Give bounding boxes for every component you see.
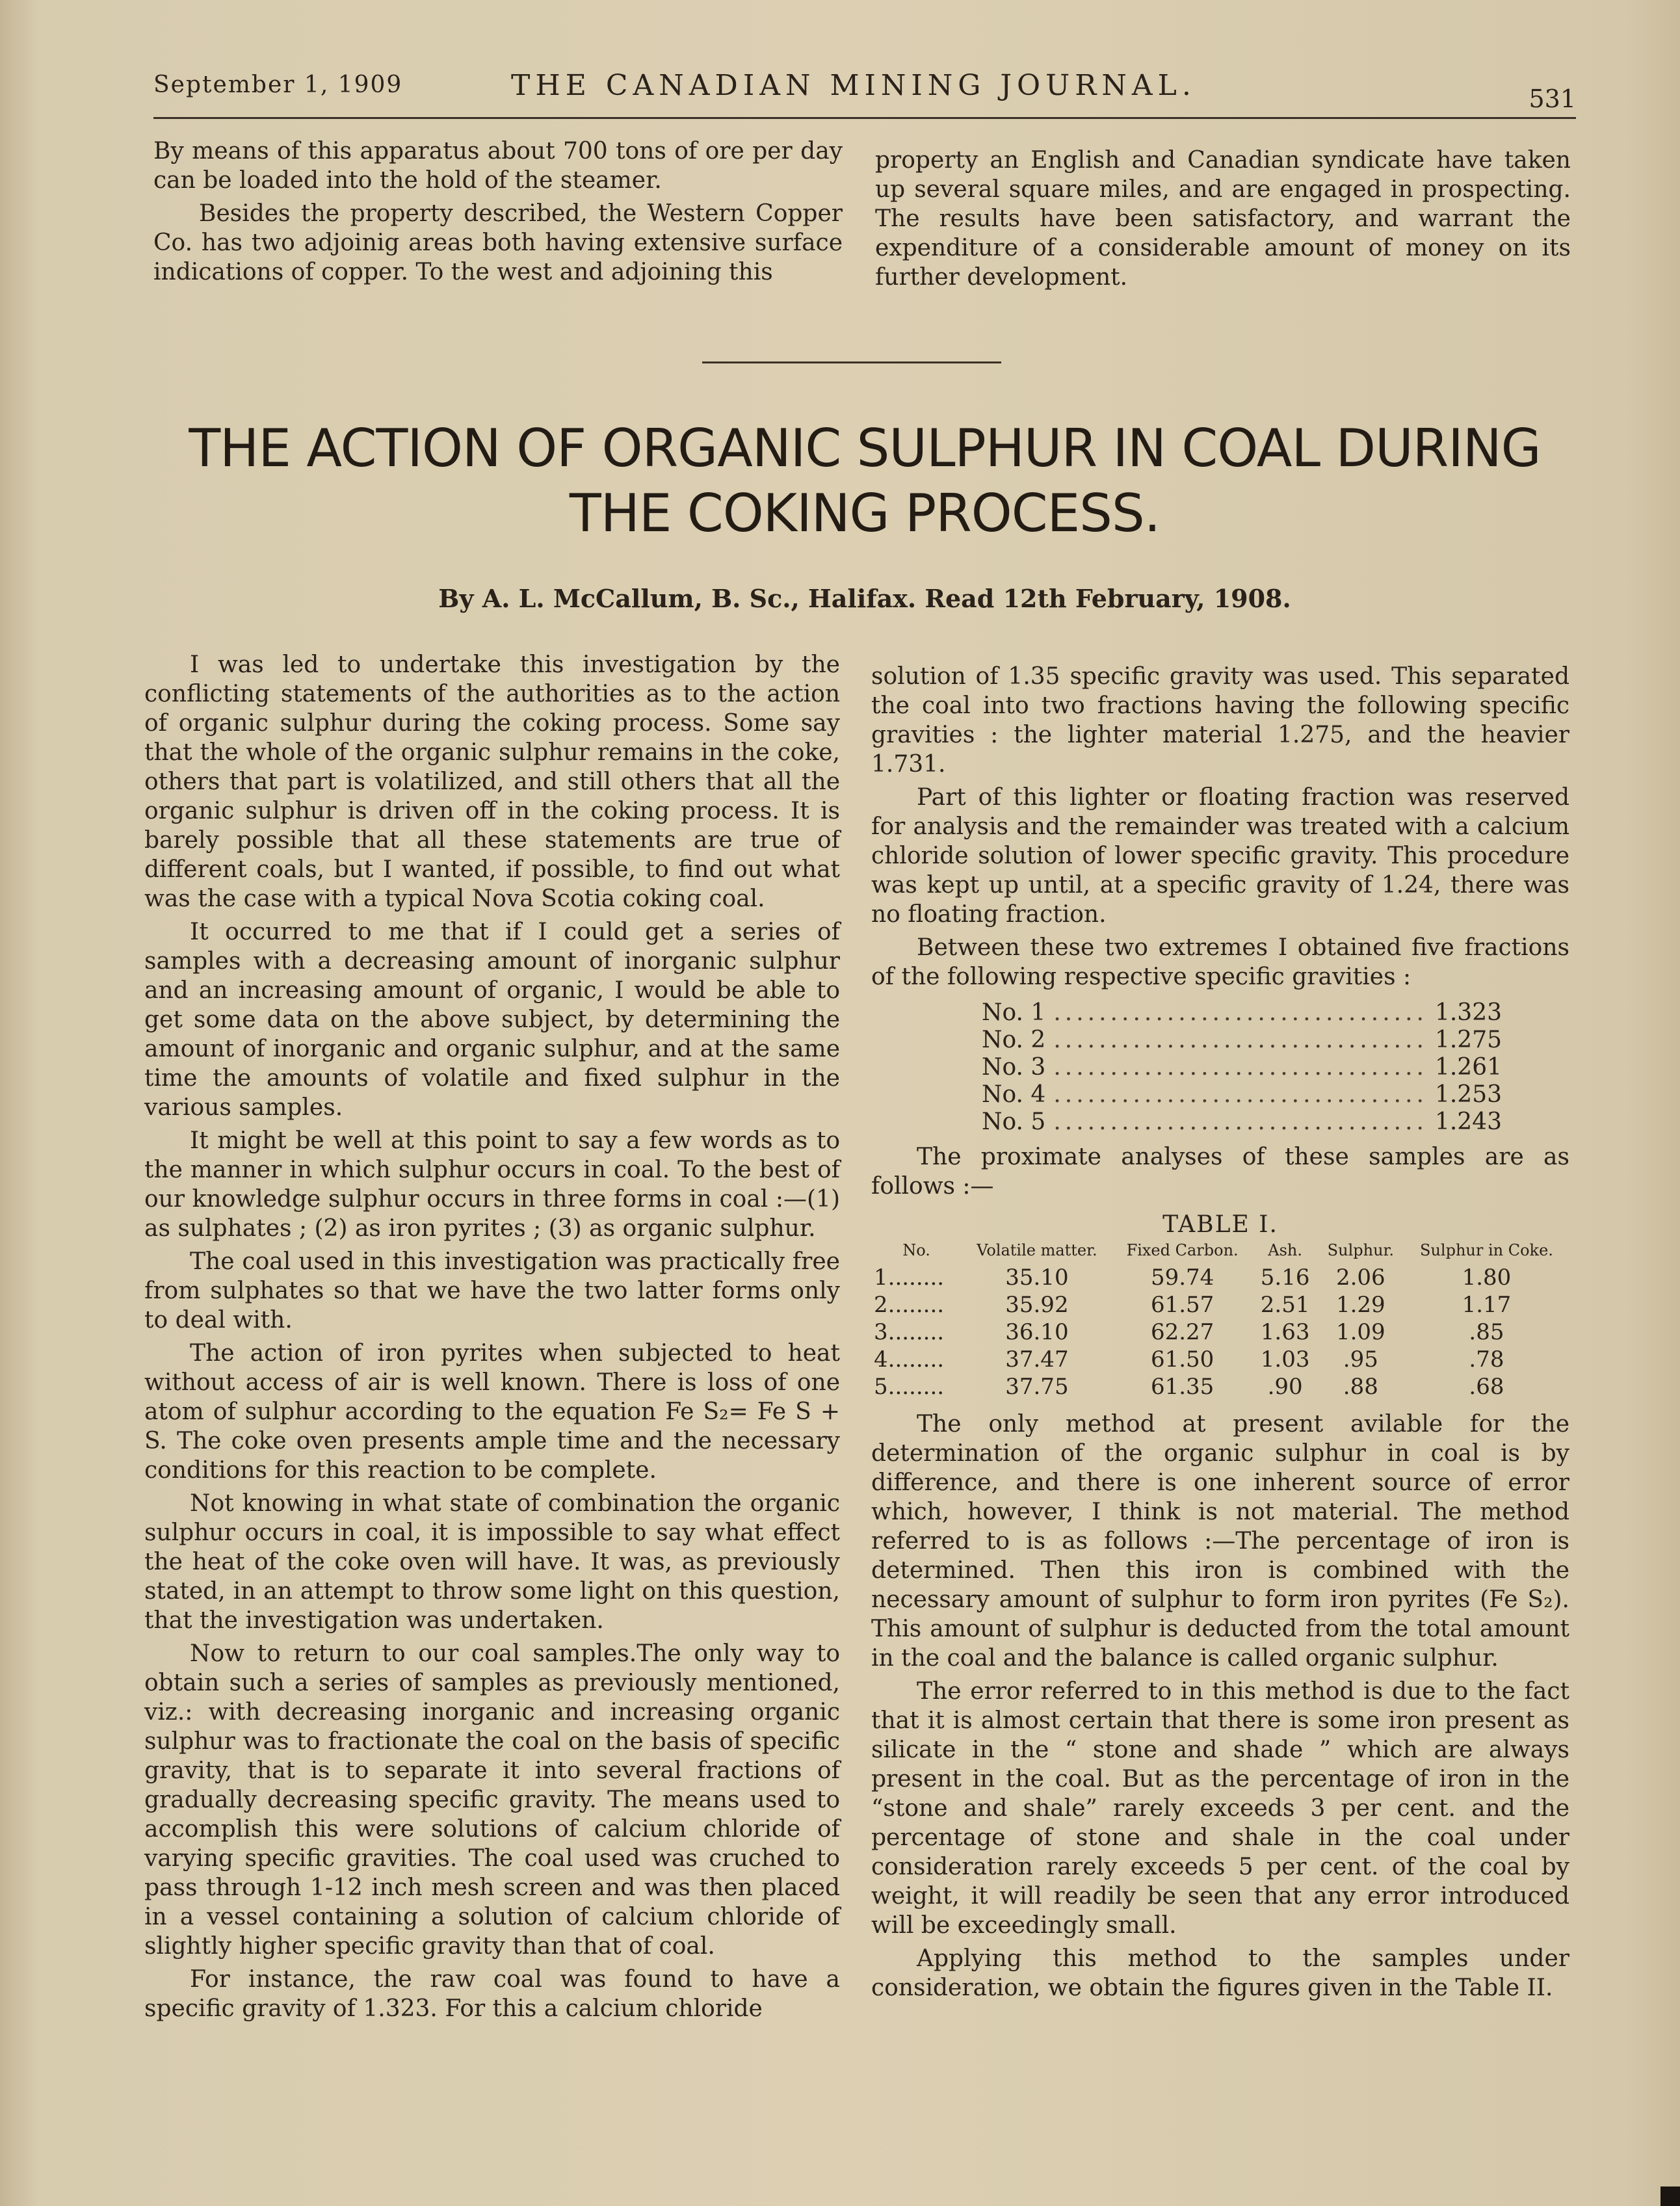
column-header: No. xyxy=(902,1241,930,1259)
analysis-table xyxy=(871,1242,1569,1400)
page-number: 531 xyxy=(1529,85,1576,113)
paragraph: For instance, the raw coal was found to have a specific gravity of 1.323. For this a calcium chloride xyxy=(144,1966,840,2022)
paragraph: Now to return to our coal samples.The only way to obtain such a series of samples as previously mentioned, viz.: with decreasing inorganic and increasing organic sulphur was to fractionate the coal on the basis of specific gravity, that is to separate it into several fractions of gradually decreasing specific gravity. The means used to accomplish this were solutions of calcium chloride of varying specific gravities. The coal used was cruched to pass through 1-12 inch mesh screen and was then placed in a vessel containing a solution of calcium chloride of slightly higher specific gravity than that of coal. xyxy=(144,1640,840,1960)
issue-date: September 1, 1909 xyxy=(153,72,403,98)
article-byline: By A. L. McCallum, B. Sc., Halifax. Read 12th February, 1908. xyxy=(438,584,1291,613)
table-row: 2........ 35.92 61.57 2.51 1.29 1.17 xyxy=(874,1292,1512,1318)
article-title-line-2: THE COKING PROCESS. xyxy=(569,483,1161,544)
table-row: 5........ 37.75 61.35 .90 .88 .68 xyxy=(874,1374,1504,1400)
paragraph: Not knowing in what state of combination the organic sulphur occurs in coal, it is impossible to say what effect the heat of the coke oven will have. It was, as previously stated, in an attempt to throw some light on this question, that the investigation was undertaken. xyxy=(144,1490,840,1634)
table-row: 4........ 37.47 61.50 1.03 .95 .78 xyxy=(874,1346,1504,1372)
previous-article-left-column xyxy=(153,137,843,291)
journal-title: THE CANADIAN MINING JOURNAL. xyxy=(511,69,1196,102)
article-title-line-1: THE ACTION OF ORGANIC SULPHUR IN COAL DURING xyxy=(189,418,1541,479)
paragraph: The error referred to in this method is due to the fact that it is almost certain that there is some iron present as silicate in the “ stone and shade ” which are always present in the coal. But as the percentage of iron in the “stone and shale” rarely exceeds 3 per cent. and the percentage of stone and shale in the coal under consideration rarely exceeds 5 per cent. of the coal by weight, it will readily be seen that any error introduced will be exceedingly small. xyxy=(871,1678,1569,1939)
article-left-column xyxy=(144,650,840,2027)
scan-corner xyxy=(1660,2186,1680,2206)
list-item: No. 2 ..... 1.275 xyxy=(982,1027,1502,1054)
article-title xyxy=(153,416,1576,546)
paragraph: By means of this apparatus about 700 tons of ore per day can be loaded into the hold of the steamer. xyxy=(153,138,843,194)
paragraph: The action of iron pyrites when subjected to heat without access of air is well known. There is loss of one atom of sulphur according to the equation Fe S₂= Fe S + S. The coke oven presents ample time and the necessary conditions for this reaction to be complete. xyxy=(144,1340,840,1484)
table-row: 3........ 36.10 62.27 1.63 1.09 .85 xyxy=(874,1319,1504,1345)
paragraph: Besides the property described, the Western Copper Co. has two adjoinig areas both having extensive surface indications of copper. To the west and adjoining this xyxy=(153,200,843,285)
list-item: No. 1 ..... 1.323 xyxy=(982,999,1502,1027)
list-item: No. 4 ..... 1.253 xyxy=(982,1081,1502,1109)
article-right-column xyxy=(871,662,1569,2006)
paragraph: It might be well at this point to say a few words as to the manner in which sulphur occurs in coal. To the best of our knowledge sulphur occurs in three forms in coal :—(1) as sulphates ; (2) as iron pyrites ; (3) as organic sulphur. xyxy=(144,1127,840,1242)
paragraph: The proximate analyses of these samples are as follows :— xyxy=(871,1144,1569,1200)
paragraph: Between these two extremes I obtained five fractions of the following respective specific gravities : xyxy=(871,934,1569,990)
paragraph: It occurred to me that if I could get a series of samples with a decreasing amount of inorganic sulphur and an increasing amount of organic, I would be able to get some data on the above subject, by determining the amount of inorganic and organic sulphur, and at the same time the amounts of volatile and fixed sulphur in the various samples. xyxy=(144,919,840,1121)
section-divider xyxy=(702,361,1001,363)
paragraph: The coal used in this investigation was practically free from sulphates so that we have the two latter forms only to deal with. xyxy=(144,1248,840,1333)
page-header xyxy=(153,65,1576,119)
list-item: No. 5 ..... 1.243 xyxy=(982,1109,1502,1136)
specific-gravity-list xyxy=(982,999,1502,1136)
paragraph: property an English and Canadian syndicate have taken up several square miles, and are engaged in prospecting. The results have been satisfactory, and warrant the expenditure of a considerable amount of money on its further development. xyxy=(875,147,1571,291)
previous-article-right-column xyxy=(875,146,1571,296)
column-header: Volatile matter. xyxy=(977,1241,1097,1259)
column-header: Fixed Carbon. xyxy=(1126,1241,1239,1259)
column-header: Ash. xyxy=(1268,1241,1302,1259)
paragraph: The only method at present avilable for the determination of the organic sulphur in coal is by difference, and there is one inherent source of error which, however, I think is not material. The method referred to is as follows :—The percentage of iron is determined. Then this iron is combined with the necessary amount of sulphur to form iron pyrites (Fe S₂). This amount of sulphur is deducted from the total amount in the coal and the balance is called organic sulphur. xyxy=(871,1411,1569,1672)
column-header: Sulphur in Coke. xyxy=(1420,1241,1553,1259)
paragraph: I was led to undertake this investigation by the conflicting statements of the authorities as to the action of organic sulphur during the coking process. Some say that the whole of the organic sulphur remains in the coke, others that part is volatilized, and still others that all the organic sulphur is driven off in the coking process. It is barely possible that all these statements are true of different coals, but I wanted, if possible, to find out what was the case with a typical Nova Scotia coking coal. xyxy=(144,651,840,912)
table-header-row xyxy=(871,1242,1569,1264)
paragraph: solution of 1.35 specific gravity was used. This separated the coal into two fractions having the following specific gravities : the lighter material 1.275, and the heavier 1.731. xyxy=(871,663,1569,778)
list-item: No. 3 ..... 1.261 xyxy=(982,1054,1502,1081)
paragraph: Part of this lighter or floating fraction was reserved for analysis and the remainder was treated with a calcium chloride solution of lower specific gravity. This procedure was kept up until, at a specific gravity of 1.24, there was no floating fraction. xyxy=(871,784,1569,928)
table-row: 1........ 35.10 59.74 5.16 2.06 1.80 xyxy=(874,1265,1512,1291)
paragraph: Applying this method to the samples under consideration, we obtain the figures given in the Table II. xyxy=(871,1945,1569,2001)
column-header: Sulphur. xyxy=(1327,1241,1394,1259)
table-caption: TABLE I. xyxy=(1162,1211,1278,1238)
